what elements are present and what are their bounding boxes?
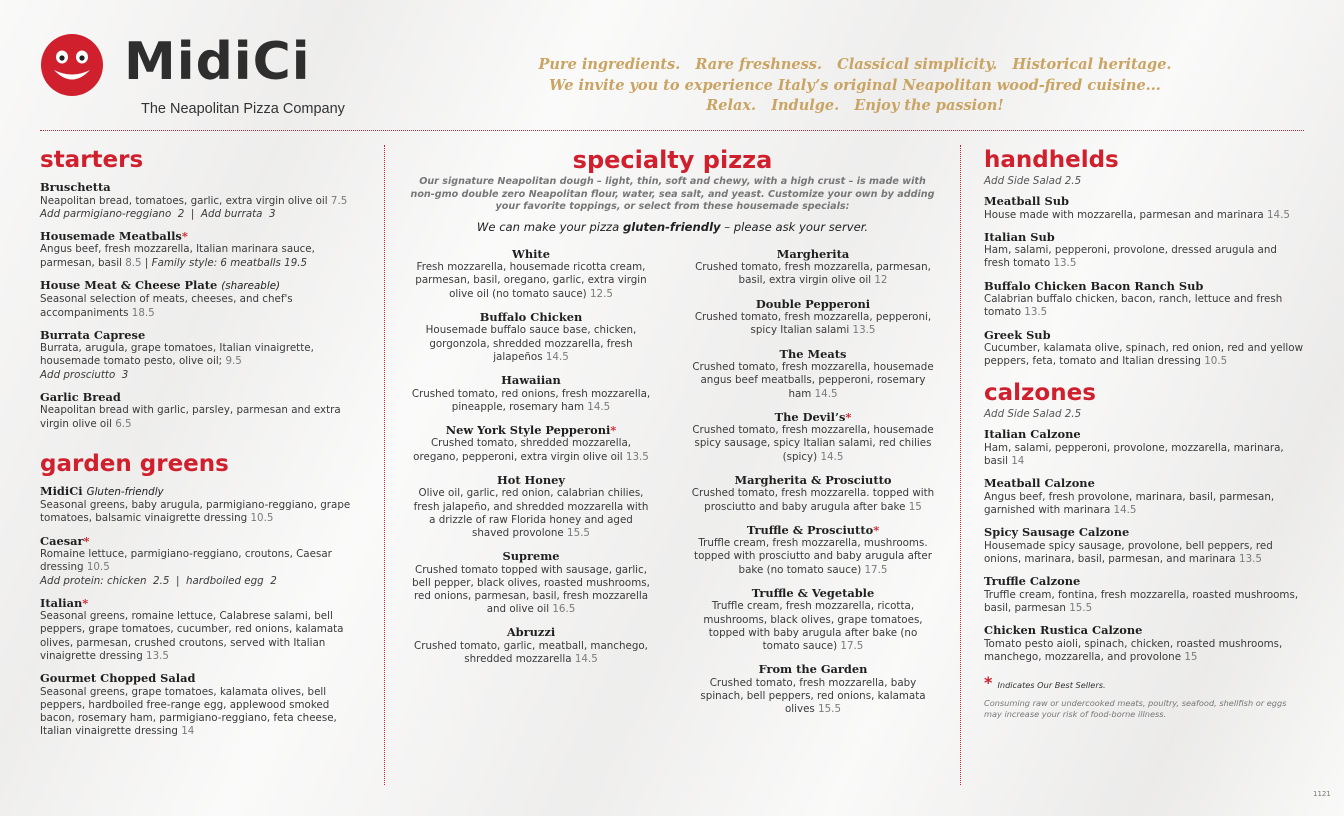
item-name: Gourmet Chopped Salad xyxy=(40,671,196,686)
item-name: White xyxy=(512,246,550,261)
menu-item xyxy=(691,587,935,653)
item-description: House made with mozzarella, parmesan and marinara 14.5 xyxy=(984,208,1290,221)
column-divider-right xyxy=(960,145,961,785)
menu-code: 1121 xyxy=(1313,790,1331,798)
item-price: 14.5 xyxy=(574,653,598,666)
brand-logo xyxy=(40,30,360,120)
item-description: Fresh mozzarella, housemade ricotta cream, parmesan, basil, oregano, garlic, extra virgin olive oil (no tomato sauce) 12.5 xyxy=(415,261,647,300)
item-price: 12.5 xyxy=(589,287,613,300)
item-name: Buffalo Chicken Bacon Ranch Sub xyxy=(984,278,1204,293)
item-description: Olive oil, garlic, red onion, calabrian chilies, fresh jalapeño, and shredded mozzarella with a drizzle of raw Florida honey and aged shaved provolone 15.5 xyxy=(413,487,649,539)
item-name: Margherita & Prosciutto xyxy=(734,472,892,487)
item-name: Buffalo Chicken xyxy=(479,309,583,324)
section-title-calzones: calzones xyxy=(984,380,1096,407)
best-seller-star: * xyxy=(82,595,89,610)
item-name: Meatball Sub xyxy=(984,194,1069,208)
item-description: Angus beef, fresh provolone, marinara, basil, parmesan, garnished with marinara 14.5 xyxy=(984,490,1275,517)
item-note: Gluten-friendly xyxy=(86,485,164,498)
menu-item xyxy=(984,575,1304,615)
item-name: Hawaiian xyxy=(501,373,561,387)
pizza-list-left xyxy=(409,248,653,677)
right-column xyxy=(984,147,1304,720)
item-description: Crushed tomato, fresh mozzarella, parmesan, basil, extra virgin olive oil 12 xyxy=(695,261,931,287)
menu-item xyxy=(691,411,935,464)
slogan-line-3: Relax. Indulge. Enjoy the passion! xyxy=(706,97,1004,114)
item-name: Burrata Caprese xyxy=(40,327,146,342)
menu-item xyxy=(40,391,360,431)
item-price: 6.5 xyxy=(115,417,132,430)
best-seller-star: * xyxy=(181,228,188,243)
item-price: 10.5 xyxy=(86,561,110,574)
handhelds-side-salad: Add Side Salad 2.5 xyxy=(984,175,1082,187)
item-name: MidiCi Gluten-friendly xyxy=(40,483,164,498)
menu-item xyxy=(40,329,360,382)
item-name: Chicken Rustica Calzone xyxy=(984,623,1143,638)
item-name: Caesar* xyxy=(40,533,90,548)
item-price: 13.5 xyxy=(625,450,649,463)
brand-tagline: The Neapolitan Pizza Company xyxy=(141,101,345,117)
pizza-list-right xyxy=(691,248,935,726)
item-description: Truffle cream, fresh mozzarella, mushrooms. topped with prosciutto and baby arugula after bake (no tomato sauce) 17.5 xyxy=(694,537,932,576)
gluten-pre: We can make your pizza xyxy=(476,219,623,234)
menu-item xyxy=(984,329,1304,369)
item-description: Ham, salami, pepperoni, provolone, dressed arugula and fresh tomato 13.5 xyxy=(984,244,1277,270)
menu-item xyxy=(40,672,360,738)
item-price: 15.5 xyxy=(818,703,842,716)
item-description: Neapolitan bread with garlic, parsley, parmesan and extra virgin olive oil 6.5 xyxy=(40,404,341,430)
gluten-post: – please ask your server. xyxy=(720,219,869,234)
item-price: 18.5 xyxy=(131,306,155,319)
column-divider-left xyxy=(384,145,385,785)
item-name: Meatball Calzone xyxy=(984,476,1095,491)
item-price: 15 xyxy=(908,500,922,513)
item-name: Supreme xyxy=(502,549,560,564)
slogan xyxy=(480,55,1230,117)
item-name: Hot Honey xyxy=(496,472,566,487)
menu-item xyxy=(984,624,1304,664)
menu-item xyxy=(40,181,360,221)
menu-item xyxy=(691,524,935,577)
item-price: 9.5 xyxy=(225,355,242,368)
item-price: 13.5 xyxy=(146,649,169,662)
item-price: 14.5 xyxy=(1113,504,1137,517)
item-description: Cucumber, kalamata olive, spinach, red onion, red and yellow peppers, feta, tomato and Italian dressing 10.5 xyxy=(984,342,1304,368)
item-name: Double Pepperoni xyxy=(755,296,871,311)
item-price: 14.5 xyxy=(1267,208,1290,221)
item-description: Seasonal selection of meats, cheeses, and chef's accompaniments 18.5 xyxy=(40,293,293,319)
item-description: Truffle cream, fresh mozzarella, ricotta, mushrooms, black olives, grape tomatoes, topped with baby arugula after bake (no tomato sauce) 17.5 xyxy=(703,600,923,652)
menu-item xyxy=(984,195,1304,222)
menu-item xyxy=(691,348,935,401)
item-description: Crushed tomato, fresh mozzarella. topped with prosciutto and baby arugula after bake 15 xyxy=(691,487,935,513)
smiley-face-icon xyxy=(40,33,104,97)
pizza-column xyxy=(405,146,940,716)
item-price: 14.5 xyxy=(545,350,569,363)
item-name: Housemade Meatballs* xyxy=(40,228,188,243)
item-description: Truffle cream, fontina, fresh mozzarella, roasted mushrooms, basil, parmesan 15.5 xyxy=(984,588,1299,614)
item-price: 7.5 xyxy=(330,194,348,207)
item-description: Crushed tomato, shredded mozzarella, oregano, pepperoni, extra virgin olive oil 13.5 xyxy=(413,437,649,463)
item-name: Greek Sub xyxy=(984,327,1051,342)
menu-item xyxy=(691,248,935,288)
menu-item xyxy=(409,474,653,540)
menu-item xyxy=(691,474,935,514)
item-description: Crushed tomato, fresh mozzarella, pepperoni, spicy Italian salami 13.5 xyxy=(694,311,932,337)
menu-item xyxy=(409,550,653,616)
item-description: Seasonal greens, baby arugula, parmigiano-reggiano, grape tomatoes, balsamic vinaigrette dressing 10.5 xyxy=(40,499,351,525)
menu-item xyxy=(409,248,653,301)
item-description: Crushed tomato topped with sausage, garlic, bell pepper, black olives, roasted mushrooms, red onions, parmesan, basil, fresh mozzarella and olive oil 16.5 xyxy=(412,563,650,616)
menu-item xyxy=(984,477,1304,517)
best-seller-star: * xyxy=(984,672,993,692)
best-seller-note xyxy=(984,673,1304,692)
menu-item xyxy=(691,298,935,338)
item-name: Margherita xyxy=(776,246,850,261)
slogan-line-1: Pure ingredients. Rare freshness. Classical simplicity. Historical heritage. xyxy=(538,56,1172,73)
item-price: 14.5 xyxy=(814,387,838,400)
item-name: Truffle & Vegetable xyxy=(751,585,875,600)
item-description: Burrata, arugula, grape tomatoes, Italian vinaigrette, housemade tomato pesto, olive oil; 9.5 xyxy=(40,342,314,368)
item-extra: Add prosciutto 3 xyxy=(40,368,129,381)
handhelds-list xyxy=(984,195,1304,368)
item-price: 14 xyxy=(1011,455,1025,468)
left-column xyxy=(40,147,360,747)
item-description: Seasonal greens, grape tomatoes, kalamata olives, bell peppers, hardboiled free-range egg, applewood smoked bacon, rosemary ham, parmigiano-reggiano, feta cheese, Italian vinaigrette dressing 14 xyxy=(40,685,337,738)
item-name: New York Style Pepperoni* xyxy=(445,422,617,437)
menu-item xyxy=(409,311,653,364)
item-extra: | Family style: 6 meatballs 19.5 xyxy=(144,256,308,269)
item-extra: Add parmigiano-reggiano 2 | Add burrata 3 xyxy=(40,207,276,220)
item-price: 17.5 xyxy=(840,639,864,652)
item-description: Housemade spicy sausage, provolone, bell peppers, red onions, marinara, basil, parmesan, and marinara 13.5 xyxy=(984,539,1273,565)
item-price: 12 xyxy=(874,274,888,287)
greens-list xyxy=(40,485,360,739)
item-price: 10.5 xyxy=(1204,355,1228,368)
best-seller-text: Indicates Our Best Sellers. xyxy=(997,679,1106,690)
item-name: Garlic Bread xyxy=(40,389,121,404)
menu-item xyxy=(409,626,653,666)
menu-item xyxy=(40,535,360,588)
item-name: The Meats xyxy=(779,346,847,361)
item-price: 15.5 xyxy=(567,526,590,539)
item-description: Calabrian buffalo chicken, bacon, ranch, lettuce and fresh tomato 13.5 xyxy=(984,293,1283,319)
item-description: Crushed tomato, red onions, fresh mozzarella, pineapple, rosemary ham 14.5 xyxy=(411,387,651,413)
slogan-line-2: We invite you to experience Italy’s original Neapolitan wood-fired cuisine... xyxy=(549,76,1161,94)
menu-item xyxy=(40,279,360,320)
item-price: 13.5 xyxy=(852,324,876,337)
item-name: Bruschetta xyxy=(40,180,111,194)
item-description: Ham, salami, pepperoni, provolone, mozzarella, marinara, basil 14 xyxy=(984,441,1284,468)
item-description: Crushed tomato, fresh mozzarella, housemade spicy sausage, spicy Italian salami, red chilies (spicy) 14.5 xyxy=(692,424,934,463)
item-price: 14 xyxy=(181,725,195,738)
menu-item xyxy=(409,424,653,464)
item-name: Italian Sub xyxy=(984,229,1055,244)
best-seller-star: * xyxy=(83,533,90,548)
item-description: Housemade buffalo sauce base, chicken, gorgonzola, shredded mozzarella, fresh jalapeños 14.5 xyxy=(425,324,637,363)
item-description: Angus beef, fresh mozzarella, Italian marinara sauce, parmesan, basil 8.5 | Family style: 6 meatballs 19.5 xyxy=(40,243,315,269)
item-price: 10.5 xyxy=(250,512,274,525)
menu-item xyxy=(691,663,935,716)
gluten-note xyxy=(405,220,940,234)
section-title-starters: starters xyxy=(40,147,144,173)
item-description: Tomato pesto aioli, spinach, chicken, roasted mushrooms, manchego, mozzarella, and provolone 15 xyxy=(984,637,1283,663)
item-price: 13.5 xyxy=(1239,552,1262,565)
best-seller-star: * xyxy=(873,522,880,537)
menu-item xyxy=(984,231,1304,271)
item-price: 8.5 xyxy=(125,256,142,269)
menu-item xyxy=(984,280,1304,320)
item-description: Romaine lettuce, parmigiano-reggiano, croutons, Caesar dressing 10.5 xyxy=(40,548,332,574)
item-name: The Devil’s* xyxy=(774,409,852,424)
item-price: 15.5 xyxy=(1069,601,1093,614)
section-title-handhelds: handhelds xyxy=(984,147,1119,173)
item-price: 13.5 xyxy=(1024,306,1048,319)
food-warning: Consuming raw or undercooked meats, poultry, seafood, shellfish or eggs may increase your risk of food-borne illness. xyxy=(984,697,1287,719)
item-description: Neapolitan bread, tomatoes, garlic, extra virgin olive oil 7.5 xyxy=(40,194,348,207)
item-price: 14.5 xyxy=(587,400,611,413)
item-extra: Add protein: chicken 2.5 | hardboiled egg 2 xyxy=(40,574,277,587)
item-name: From the Garden xyxy=(758,662,868,677)
item-price: 15 xyxy=(1184,650,1198,663)
menu-item xyxy=(40,230,360,270)
item-note: (shareable) xyxy=(221,279,281,292)
item-name: Italian* xyxy=(40,595,89,610)
section-title-pizza: specialty pizza xyxy=(572,146,773,174)
item-price: 17.5 xyxy=(864,563,888,576)
starters-list xyxy=(40,181,360,431)
menu-item xyxy=(40,485,360,526)
item-description: Crushed tomato, garlic, meatball, manchego, shredded mozzarella 14.5 xyxy=(414,639,648,666)
item-name: Italian Calzone xyxy=(984,427,1081,442)
best-seller-star: * xyxy=(610,422,617,437)
menu-item xyxy=(984,428,1304,468)
menu-item xyxy=(409,374,653,414)
best-seller-star: * xyxy=(845,409,852,424)
calzones-side-salad: Add Side Salad 2.5 xyxy=(984,408,1082,421)
item-name: House Meat & Cheese Plate (shareable) xyxy=(40,277,281,292)
header-divider xyxy=(40,130,1304,131)
menu-item xyxy=(984,526,1304,566)
menu-item xyxy=(40,597,360,663)
item-price: 14.5 xyxy=(820,450,844,463)
item-description: Seasonal greens, romaine lettuce, Calabrese salami, bell peppers, grape tomatoes, cucumber, red onions, kalamata olives, parmesan, crushed croutons, served with Italian vinaigrette dressing 13.5 xyxy=(40,610,344,662)
item-price: 13.5 xyxy=(1053,257,1077,270)
pizza-intro: Our signature Neapolitan dough – light, thin, soft and chewy, with a high crust – is made with non-gmo double zero Neapolitan flour, water, sea salt, and yeast. Customize your own by adding your favorite toppings, or select from these housemade specials: xyxy=(410,176,935,213)
item-name: Truffle Calzone xyxy=(984,574,1081,589)
section-title-greens: garden greens xyxy=(40,450,229,477)
item-price: 16.5 xyxy=(552,603,576,616)
item-name: Truffle & Prosciutto* xyxy=(746,522,880,537)
item-description: Crushed tomato, fresh mozzarella, baby spinach, bell peppers, red onions, kalamata olives 15.5 xyxy=(700,676,926,716)
brand-name: MidiCi xyxy=(124,32,311,92)
item-name: Spicy Sausage Calzone xyxy=(984,525,1130,540)
calzones-list xyxy=(984,428,1304,664)
item-name: Abruzzi xyxy=(506,625,556,640)
gluten-bold: gluten-friendly xyxy=(622,219,721,234)
item-description: Crushed tomato, fresh mozzarella, housemade angus beef meatballs, pepperoni, rosemary ham 14.5 xyxy=(692,361,934,400)
